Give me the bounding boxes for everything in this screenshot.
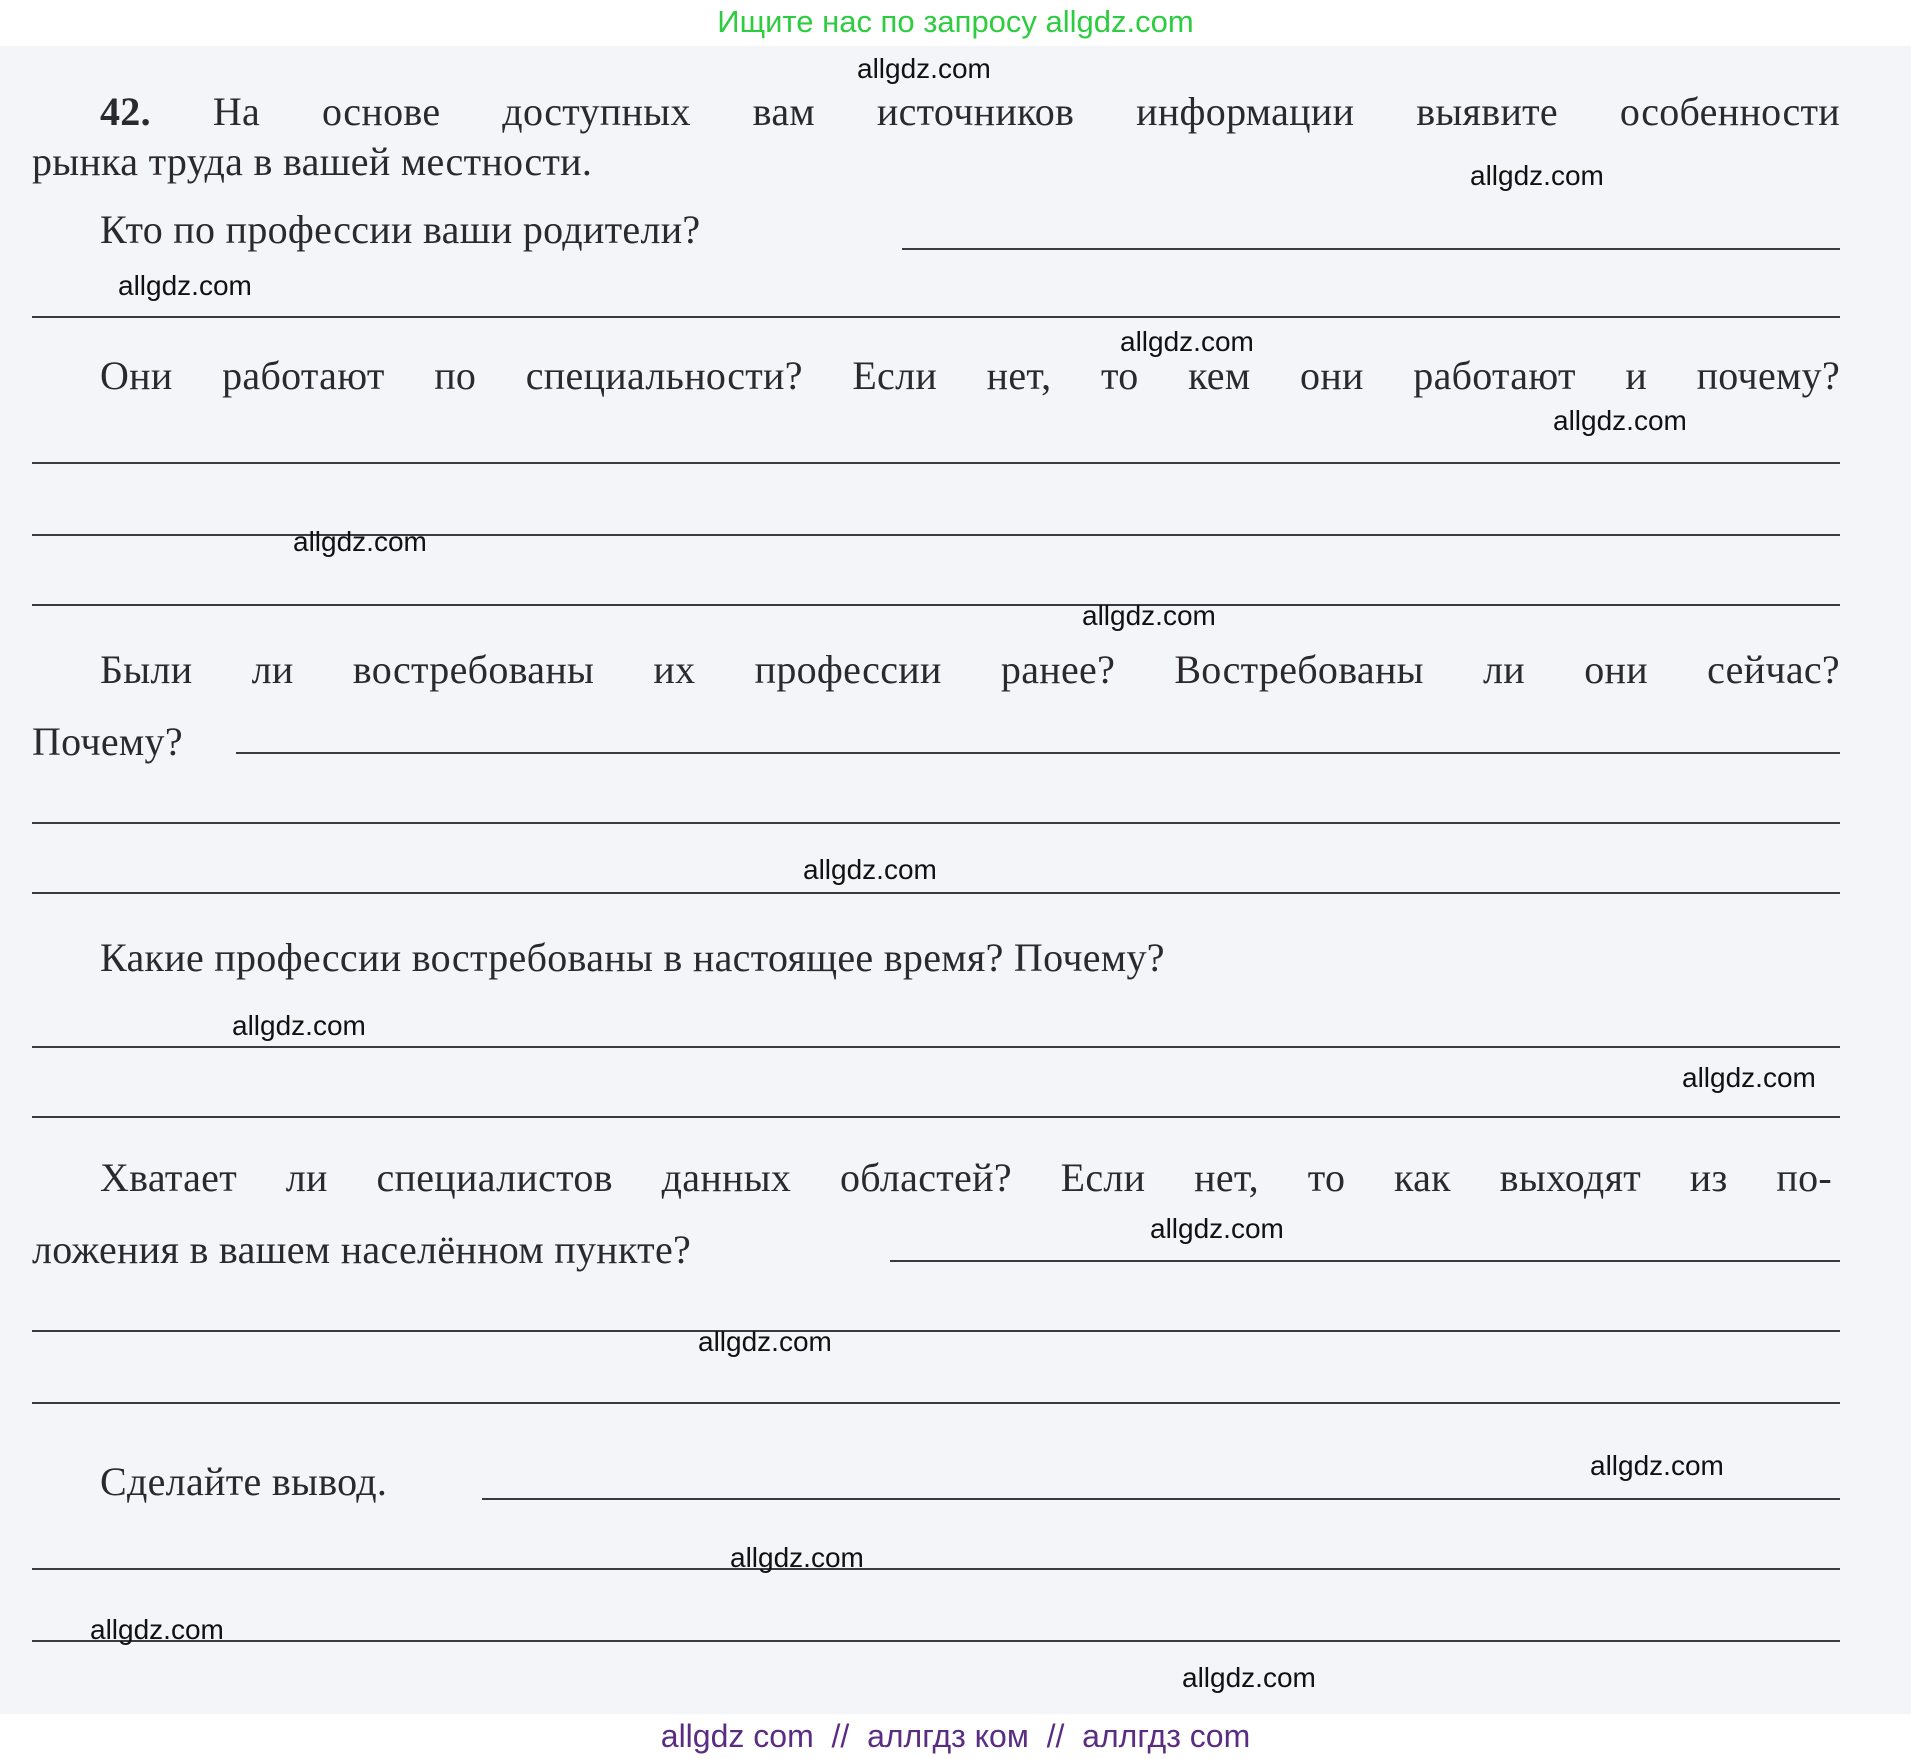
answer-line[interactable] bbox=[890, 1260, 1840, 1262]
question-demand-line-2: Почему? bbox=[32, 719, 183, 764]
watermark: allgdz.com bbox=[1682, 1062, 1816, 1093]
question-parents: Кто по профессии ваши родители? bbox=[100, 207, 701, 252]
answer-line[interactable] bbox=[32, 822, 1840, 824]
question-shortage-line-1: Хватает ли специалистов данных областей? Если нет, то как выходят из по- bbox=[100, 1155, 1832, 1200]
answer-line[interactable] bbox=[32, 1046, 1840, 1048]
answer-line[interactable] bbox=[32, 604, 1840, 606]
top-banner-text: Ищите нас по запросу allgdz.com bbox=[717, 4, 1194, 39]
watermark: allgdz.com bbox=[698, 1326, 832, 1357]
answer-line[interactable] bbox=[32, 1640, 1840, 1642]
answer-line[interactable] bbox=[32, 1402, 1840, 1404]
bottom-banner-text: allgdz com // аллгдз ком // аллгдз com bbox=[660, 1718, 1251, 1754]
answer-line[interactable] bbox=[32, 1116, 1840, 1118]
question-specialty: Они работают по специальности? Если нет, то кем они работают и почему? bbox=[100, 353, 1840, 398]
watermark: allgdz.com bbox=[293, 526, 427, 557]
question-shortage-line-2: ложения в вашем населённом пункте? bbox=[32, 1227, 692, 1272]
watermark: allgdz.com bbox=[1470, 160, 1604, 191]
watermark: allgdz.com bbox=[1120, 326, 1254, 357]
watermark: allgdz.com bbox=[1590, 1450, 1724, 1481]
exercise-intro-line-2: рынка труда в вашей местности. bbox=[32, 139, 593, 184]
answer-line[interactable] bbox=[32, 1330, 1840, 1332]
watermark: allgdz.com bbox=[90, 1614, 224, 1645]
exercise-number: 42. bbox=[100, 89, 151, 134]
answer-line[interactable] bbox=[482, 1498, 1840, 1500]
watermark: allgdz.com bbox=[857, 53, 991, 84]
watermark: allgdz.com bbox=[803, 854, 937, 885]
answer-line[interactable] bbox=[32, 316, 1840, 318]
watermark: allgdz.com bbox=[1082, 600, 1216, 631]
answer-line[interactable] bbox=[236, 752, 1840, 754]
watermark: allgdz.com bbox=[118, 270, 252, 301]
watermark: allgdz.com bbox=[1182, 1662, 1316, 1693]
top-banner bbox=[0, 0, 1911, 46]
watermark: allgdz.com bbox=[730, 1542, 864, 1573]
answer-line[interactable] bbox=[32, 1568, 1840, 1570]
bottom-banner bbox=[0, 1714, 1911, 1759]
watermark: allgdz.com bbox=[1553, 405, 1687, 436]
exercise-intro-line-1: 42. На основе доступных вам источников информации выявите особенности bbox=[100, 89, 1840, 134]
answer-line[interactable] bbox=[32, 462, 1840, 464]
question-conclusion: Сделайте вывод. bbox=[100, 1459, 388, 1504]
question-current: Какие профессии востребованы в настоящее время? Почему? bbox=[100, 935, 1165, 980]
watermark: allgdz.com bbox=[1150, 1213, 1284, 1244]
answer-line[interactable] bbox=[902, 248, 1840, 250]
question-demand-line-1: Были ли востребованы их профессии ранее? Востребованы ли они сейчас? bbox=[100, 647, 1840, 692]
answer-line[interactable] bbox=[32, 892, 1840, 894]
watermark: allgdz.com bbox=[232, 1010, 366, 1041]
